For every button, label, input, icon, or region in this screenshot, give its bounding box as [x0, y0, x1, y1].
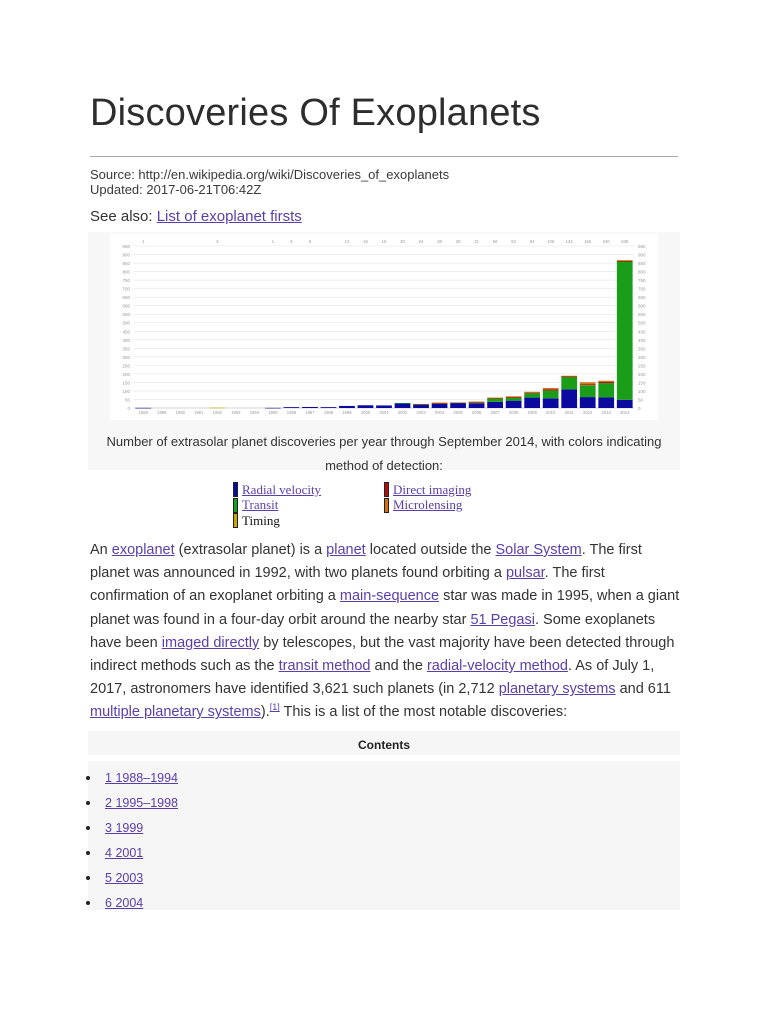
bar-total-label: 62	[511, 239, 516, 244]
y-tick-label: 900	[122, 252, 130, 258]
bar-transit	[617, 261, 633, 399]
x-tick-label: 1989	[157, 410, 167, 415]
toc-number: 1	[105, 771, 116, 785]
y-tick-label-right: 500	[638, 320, 646, 326]
intro-text: ).	[260, 704, 270, 721]
legend-link-microlensing[interactable]: Microlensing	[393, 497, 463, 513]
bullet-icon	[86, 851, 90, 855]
toc-label: 1995–1998	[115, 796, 179, 810]
bar-direct-imaging	[432, 403, 448, 404]
x-tick-label: 1999	[342, 410, 352, 415]
y-tick-label-right: 350	[638, 346, 646, 352]
bar-radial-velocity	[284, 407, 300, 408]
bar-total-label: 31	[474, 239, 479, 244]
bar-transit	[598, 383, 614, 397]
bar-timing	[209, 408, 225, 409]
y-tick-label: 800	[122, 269, 130, 275]
bar-direct-imaging	[469, 402, 485, 403]
bar-total-label: 240	[602, 239, 610, 244]
toc-label: 1999	[115, 821, 144, 835]
figure-caption	[88, 430, 680, 478]
y-tick-label: 700	[122, 286, 130, 292]
x-tick-label: 1992	[212, 410, 222, 415]
legend-item-direct-imaging	[384, 482, 471, 498]
bar-total-label: 106	[547, 239, 555, 244]
bar-direct-imaging	[561, 376, 577, 377]
intro-text: by telescopes, but the vast majority have been detected through indirect methods such as the	[90, 634, 675, 675]
bar-microlensing	[413, 404, 429, 405]
y-tick-label: 450	[122, 329, 130, 335]
bar-radial-velocity	[376, 405, 392, 408]
y-tick-label-right: 0	[638, 406, 641, 411]
intro-text: and the	[370, 658, 427, 675]
bar-total-label: 5	[290, 239, 293, 244]
link-planet[interactable]: planet	[326, 542, 366, 558]
legend-swatch-timing	[233, 513, 238, 528]
bar-radial-velocity	[395, 403, 411, 408]
bar-transit	[487, 398, 503, 401]
x-tick-label: 1995	[268, 410, 278, 415]
toc-number: 5	[105, 871, 116, 885]
link-solar-system[interactable]: Solar System	[495, 542, 582, 558]
y-tick-label-right: 850	[638, 261, 646, 267]
toc-number: 4	[105, 846, 116, 860]
y-tick-label-right: 300	[638, 354, 646, 360]
toc-number: 6	[105, 896, 116, 910]
bar-microlensing	[598, 381, 614, 382]
bar-transit	[580, 385, 596, 397]
intro-text: An	[90, 542, 112, 558]
x-tick-label: 2004	[434, 410, 445, 415]
toc-link-5[interactable]	[105, 867, 143, 889]
legend-swatch-microlensing	[384, 498, 389, 513]
intro-text: This is a list of the most notable discoveries:	[279, 704, 568, 721]
toc-number: 3	[105, 821, 116, 835]
x-tick-label: 2007	[490, 410, 500, 415]
bullet-icon	[86, 826, 90, 830]
bar-total-label: 1	[271, 239, 275, 244]
legend-swatch-radial-velocity	[233, 482, 238, 497]
bullet-icon	[86, 776, 90, 780]
bar-total-label: 16	[381, 239, 387, 244]
y-tick-label: 0	[127, 406, 130, 411]
discoveries-chart	[110, 234, 658, 420]
bar-total-label: 134	[565, 239, 573, 244]
bar-radial-velocity	[321, 407, 337, 408]
legend-column-2	[384, 482, 471, 513]
caption-line-2: method of detection:	[325, 458, 443, 473]
bar-total-label: 24	[418, 239, 424, 244]
toc-link-1[interactable]	[105, 767, 178, 789]
bar-radial-velocity	[413, 404, 429, 408]
bar-radial-velocity	[135, 408, 151, 409]
y-tick-label: 250	[122, 363, 130, 369]
x-tick-label: 1996	[286, 410, 297, 415]
legend-item-microlensing	[384, 498, 471, 514]
y-tick-label: 850	[122, 261, 130, 267]
y-tick-label: 300	[122, 354, 130, 360]
toc-label: 2001	[115, 846, 144, 860]
source-line: Source: http://en.wikipedia.org/wiki/Discoveries_of_exoplanets	[90, 167, 450, 182]
y-tick-label-right: 800	[638, 269, 646, 275]
y-tick-label-right: 100	[638, 388, 646, 394]
reference-link-1[interactable]: [1]	[269, 702, 280, 713]
bar-radial-velocity	[450, 403, 466, 408]
bar-microlensing	[580, 382, 596, 384]
toc-label: 2003	[115, 871, 144, 885]
page-title: Discoveries Of Exoplanets	[90, 92, 541, 134]
bar-microlensing	[450, 402, 466, 403]
bar-microlensing	[524, 392, 540, 393]
bullet-icon	[86, 901, 90, 905]
updated-line: Updated: 2017-06-21T06:42Z	[90, 182, 262, 197]
toc-link-4[interactable]	[105, 842, 143, 864]
bar-radial-velocity	[598, 397, 614, 408]
bar-direct-imaging	[487, 398, 503, 399]
toc-link-3[interactable]	[105, 817, 143, 839]
y-tick-label: 150	[122, 380, 130, 386]
toc-number: 2	[105, 796, 116, 810]
intro-text: . The first confirmation of an exoplanet orbiting a	[90, 565, 605, 605]
x-tick-label: 2010	[546, 410, 556, 415]
bar-radial-velocity	[339, 406, 355, 408]
x-tick-label: 1988	[138, 410, 148, 415]
bar-direct-imaging	[543, 389, 559, 390]
intro-text: . As of July 1, 2017, astronomers have identified 3,621 such planets (in 2,712	[90, 658, 655, 698]
link-multiple-planetary-systems[interactable]: multiple planetary systems	[90, 704, 261, 721]
toc-label: 1988–1994	[115, 771, 179, 785]
legend-item-radial-velocity	[233, 482, 321, 498]
legend-link-radial-velocity[interactable]: Radial velocity	[242, 481, 322, 497]
y-tick-label-right: 150	[638, 380, 646, 386]
intro-text: . Some exoplanets have been	[90, 611, 656, 651]
x-tick-label: 2013	[601, 410, 611, 415]
legend-label-timing: Timing	[242, 512, 280, 528]
bar-radial-velocity	[265, 408, 281, 409]
x-tick-label: 2005	[453, 410, 463, 415]
bar-microlensing	[506, 396, 522, 397]
bar-radial-velocity	[506, 401, 522, 408]
x-tick-label: 2003	[416, 410, 426, 415]
intro-paragraph	[90, 539, 682, 725]
bar-radial-velocity	[524, 398, 540, 408]
bar-total-label: 94	[529, 239, 535, 244]
see-also-label: See also:	[90, 208, 157, 225]
bar-total-label: 1	[142, 239, 145, 244]
y-tick-label-right: 400	[638, 337, 646, 343]
intro-text: (extrasolar planet) is a	[174, 542, 327, 558]
intro-text: located outside the	[365, 542, 496, 558]
bar-radial-velocity	[561, 389, 577, 408]
y-tick-label: 50	[124, 397, 130, 403]
x-tick-label: 1998	[323, 410, 334, 415]
bar-transit	[524, 393, 540, 397]
x-tick-label: 2000	[360, 410, 371, 415]
y-tick-label-right: 250	[638, 363, 646, 369]
bar-transit	[543, 390, 559, 398]
legend-link-direct-imaging[interactable]: Direct imaging	[393, 481, 472, 497]
bar-total-label: 30	[400, 239, 405, 244]
x-tick-label: 2011	[564, 410, 574, 415]
legend-link-transit[interactable]: Transit	[242, 497, 279, 513]
y-tick-label-right: 50	[638, 397, 644, 403]
x-tick-label: 1993	[231, 410, 241, 415]
y-tick-label-right: 200	[638, 371, 646, 377]
bar-direct-imaging	[580, 384, 596, 385]
y-tick-label-right: 950	[638, 244, 646, 249]
bar-radial-velocity	[543, 398, 559, 408]
x-tick-label: 2001	[379, 410, 389, 415]
legend-column-1	[233, 482, 321, 529]
legend-swatch-direct-imaging	[384, 482, 389, 497]
link-radial-velocity-method[interactable]: radial-velocity method	[426, 658, 568, 675]
x-tick-label: 1990	[175, 410, 185, 415]
y-tick-label: 550	[122, 312, 130, 318]
x-tick-label: 2008	[508, 410, 519, 415]
x-tick-label: 2006	[471, 410, 482, 415]
toc-header: Contents	[88, 731, 680, 755]
bar-total-label: 2	[216, 239, 219, 244]
y-tick-label-right: 750	[638, 278, 646, 284]
y-tick-label: 350	[122, 346, 130, 352]
y-tick-label-right: 550	[638, 312, 646, 318]
legend-item-timing	[233, 513, 321, 529]
y-tick-label: 200	[122, 371, 130, 377]
table-of-contents	[88, 761, 680, 910]
y-tick-label: 100	[122, 388, 130, 394]
link-51-pegasi[interactable]: 51 Pegasi	[470, 611, 535, 628]
bar-microlensing	[432, 403, 448, 404]
bar-radial-velocity	[617, 400, 633, 408]
intro-text: star was made in 1995, when a giant planet was found in a four-day orbit around the nearby star	[90, 588, 680, 628]
x-tick-label: 1997	[305, 410, 315, 415]
bar-total-label: 155	[584, 239, 592, 244]
y-tick-label-right: 450	[638, 329, 646, 335]
link-planetary-systems[interactable]: planetary systems	[498, 681, 616, 698]
x-tick-label: 2009	[527, 410, 537, 415]
x-tick-label: 2012	[583, 410, 593, 415]
bullet-icon	[86, 801, 90, 805]
y-tick-label: 650	[122, 295, 130, 301]
bar-timing	[580, 385, 596, 386]
bar-microlensing	[617, 260, 633, 261]
legend-swatch-transit	[233, 498, 238, 513]
x-tick-label: 1994	[249, 410, 260, 415]
y-tick-label: 400	[122, 337, 130, 343]
bar-total-label: 6	[308, 239, 312, 244]
y-tick-label: 950	[122, 244, 130, 249]
link-transit-method[interactable]: transit method	[278, 658, 371, 675]
intro-text: and 611	[615, 681, 671, 698]
bar-total-label: 66	[492, 239, 498, 244]
intro-text: . The first planet was announced in 1992, with two planets found orbiting a	[90, 542, 642, 582]
bar-direct-imaging	[617, 261, 633, 262]
bar-total-label: 12	[344, 239, 350, 244]
y-tick-label: 500	[122, 320, 130, 326]
bar-radial-velocity	[469, 403, 485, 408]
link-exoplanet[interactable]: exoplanet	[111, 542, 175, 558]
link-main-sequence[interactable]: main-sequence	[339, 588, 440, 605]
bar-radial-velocity	[487, 402, 503, 408]
bullet-icon	[86, 876, 90, 880]
bar-direct-imaging	[506, 397, 522, 398]
toc-link-6[interactable]	[105, 892, 143, 914]
bar-radial-velocity	[358, 405, 374, 408]
see-also-link[interactable]: List of exoplanet firsts	[156, 208, 302, 225]
caption-line-1: Number of extrasolar planet discoveries per year through September 2014, with colors indicating	[106, 434, 662, 449]
y-tick-label-right: 600	[638, 303, 646, 309]
bar-radial-velocity	[302, 407, 318, 408]
bar-transit	[506, 398, 522, 401]
legend-item-transit	[233, 498, 321, 514]
bar-radial-velocity	[580, 397, 596, 408]
bar-total-label: 28	[437, 239, 442, 244]
bar-radial-velocity	[432, 404, 448, 408]
bar-total-label: 835	[621, 239, 629, 244]
bar-direct-imaging	[598, 382, 614, 383]
y-tick-label: 750	[122, 278, 130, 284]
link-pulsar[interactable]: pulsar	[505, 565, 545, 582]
title-divider	[90, 156, 678, 157]
y-tick-label-right: 650	[638, 295, 646, 301]
x-tick-label: 2002	[397, 410, 408, 415]
page-meta	[90, 167, 449, 197]
y-tick-label: 600	[122, 303, 130, 309]
bar-microlensing	[561, 376, 577, 377]
bar-direct-imaging	[524, 393, 540, 394]
x-tick-label: 1991	[194, 410, 204, 415]
link-imaged-directly[interactable]: imaged directly	[161, 634, 260, 651]
y-tick-label-right: 900	[638, 252, 646, 258]
bar-microlensing	[543, 388, 559, 389]
see-also	[90, 208, 302, 225]
toc-label: 2004	[115, 896, 144, 910]
bar-transit	[395, 403, 411, 404]
y-tick-label-right: 700	[638, 286, 646, 292]
bar-microlensing	[487, 398, 503, 399]
bar-total-label: 30	[455, 239, 461, 244]
bar-microlensing	[469, 402, 485, 403]
discoveries-figure	[88, 232, 680, 473]
x-tick-label: 2014	[620, 410, 630, 415]
bar-transit	[561, 377, 577, 389]
toc-link-2[interactable]	[105, 792, 178, 814]
bar-total-label: 16	[363, 239, 368, 244]
